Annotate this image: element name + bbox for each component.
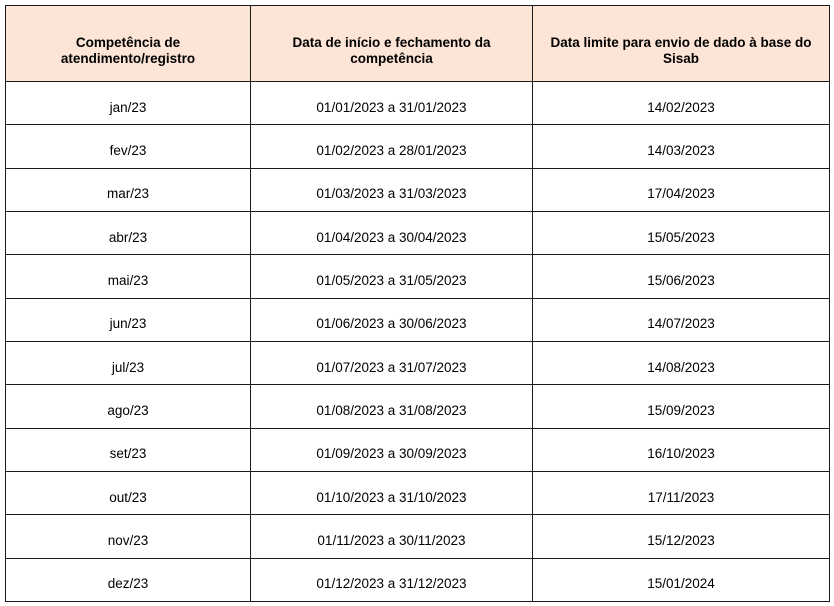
cell-period: 01/05/2023 a 31/05/2023 <box>251 255 533 298</box>
cell-deadline: 14/02/2023 <box>533 82 830 125</box>
table-header-row <box>6 6 830 82</box>
competency-table <box>5 5 830 602</box>
table-row <box>6 125 830 168</box>
cell-deadline: 17/04/2023 <box>533 168 830 211</box>
cell-period: 01/03/2023 a 31/03/2023 <box>251 168 533 211</box>
table-row <box>6 255 830 298</box>
table-row <box>6 558 830 601</box>
cell-period: 01/06/2023 a 30/06/2023 <box>251 298 533 341</box>
header-deadline: Data limite para envio de dado à base do Sisab <box>533 6 830 82</box>
cell-competency: jul/23 <box>6 341 251 384</box>
table-row <box>6 385 830 428</box>
table-row <box>6 82 830 125</box>
header-period: Data de início e fechamento da competência <box>251 6 533 82</box>
cell-period: 01/09/2023 a 30/09/2023 <box>251 428 533 471</box>
cell-deadline: 15/05/2023 <box>533 211 830 254</box>
table-row <box>6 341 830 384</box>
cell-competency: mar/23 <box>6 168 251 211</box>
table-row <box>6 515 830 558</box>
cell-period: 01/10/2023 a 31/10/2023 <box>251 471 533 514</box>
cell-competency: jan/23 <box>6 82 251 125</box>
competency-table-container <box>5 5 829 602</box>
cell-competency: set/23 <box>6 428 251 471</box>
table-row <box>6 298 830 341</box>
cell-deadline: 15/12/2023 <box>533 515 830 558</box>
cell-period: 01/11/2023 a 30/11/2023 <box>251 515 533 558</box>
cell-competency: nov/23 <box>6 515 251 558</box>
cell-deadline: 14/03/2023 <box>533 125 830 168</box>
cell-period: 01/04/2023 a 30/04/2023 <box>251 211 533 254</box>
cell-period: 01/02/2023 a 28/01/2023 <box>251 125 533 168</box>
cell-competency: dez/23 <box>6 558 251 601</box>
table-row <box>6 211 830 254</box>
cell-period: 01/12/2023 a 31/12/2023 <box>251 558 533 601</box>
cell-deadline: 14/07/2023 <box>533 298 830 341</box>
cell-deadline: 15/09/2023 <box>533 385 830 428</box>
cell-deadline: 17/11/2023 <box>533 471 830 514</box>
header-competency: Competência de atendimento/registro <box>6 6 251 82</box>
cell-period: 01/01/2023 a 31/01/2023 <box>251 82 533 125</box>
cell-deadline: 14/08/2023 <box>533 341 830 384</box>
cell-competency: out/23 <box>6 471 251 514</box>
table-row <box>6 168 830 211</box>
table-row <box>6 471 830 514</box>
cell-competency: mai/23 <box>6 255 251 298</box>
cell-competency: abr/23 <box>6 211 251 254</box>
cell-competency: jun/23 <box>6 298 251 341</box>
cell-deadline: 15/06/2023 <box>533 255 830 298</box>
table-row <box>6 428 830 471</box>
cell-deadline: 16/10/2023 <box>533 428 830 471</box>
cell-deadline: 15/01/2024 <box>533 558 830 601</box>
cell-competency: fev/23 <box>6 125 251 168</box>
cell-competency: ago/23 <box>6 385 251 428</box>
cell-period: 01/07/2023 a 31/07/2023 <box>251 341 533 384</box>
cell-period: 01/08/2023 a 31/08/2023 <box>251 385 533 428</box>
